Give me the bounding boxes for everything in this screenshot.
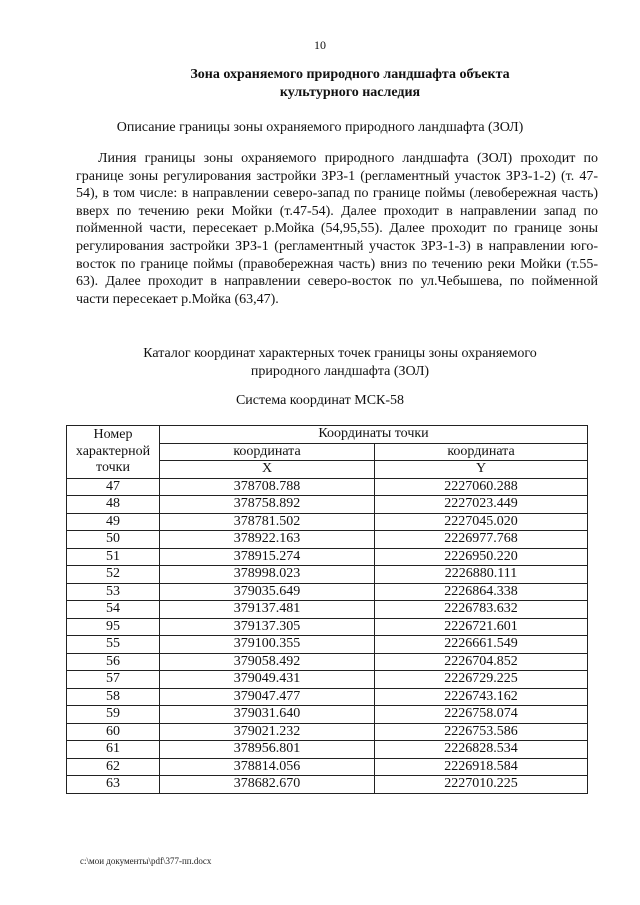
table-row <box>67 496 588 514</box>
coord-y-cell: 2227010.225 <box>375 776 588 794</box>
coord-y-cell: 2226729.225 <box>375 671 588 689</box>
table-row <box>67 583 588 601</box>
point-number-cell: 58 <box>67 688 160 706</box>
table-row <box>67 653 588 671</box>
coord-y-cell: 2226721.601 <box>375 618 588 636</box>
coord-y-cell: 2226950.220 <box>375 548 588 566</box>
table-row <box>67 671 588 689</box>
table-row <box>67 758 588 776</box>
coord-x-cell: 379137.481 <box>160 601 375 619</box>
point-number-cell: 95 <box>67 618 160 636</box>
point-number-cell: 51 <box>67 548 160 566</box>
catalog-title <box>70 345 610 381</box>
coord-x-cell: 379058.492 <box>160 653 375 671</box>
coord-x-cell: 379100.355 <box>160 636 375 654</box>
coord-x-cell: 379021.232 <box>160 723 375 741</box>
table-row <box>67 478 588 496</box>
point-number-cell: 47 <box>67 478 160 496</box>
coordinate-system: Система координат МСК-58 <box>235 393 405 408</box>
coord-x-cell: 378922.163 <box>160 531 375 549</box>
table-row <box>67 636 588 654</box>
catalog-title-line-1: Каталог координат характерных точек границы зоны охраняемого <box>143 346 537 361</box>
point-number-cell: 52 <box>67 566 160 584</box>
table-row <box>67 723 588 741</box>
coord-x-cell: 379031.640 <box>160 706 375 724</box>
catalog-title-line-2: природного ландшафта (ЗОЛ) <box>250 364 430 379</box>
boundary-description: Линия границы зоны охраняемого природного ландшафта (ЗОЛ) проходит по границе зоны регулирования застройки ЗРЗ-1 (регламентный участок ЗРЗ-1-2) (т. 47-54), в том числе: в направлении северо-запад по границе поймы (левобережная часть) вверх по течению реки Мойки (т.47-54). Далее проходит в направлении запад по пойменной части, пересекает р.Мойка (54,95,55). Далее проходит по границе зоны регулирования застройки ЗРЗ-1 (регламентный участок ЗРЗ-1-3) в направлении юго-восток по границе поймы (правобережная часть) вниз по течению реки Мойки (т.55-63). Далее проходит в направлении северо-восток по ул.Чебышева, по пойменной части пересекает р.Мойка (63,47). <box>76 151 598 307</box>
header-y-axis: Y <box>375 461 588 479</box>
coordinates-table-body <box>67 478 588 793</box>
table-row <box>67 566 588 584</box>
title-line-2: культурного наследия <box>279 85 421 100</box>
point-number-cell: 62 <box>67 758 160 776</box>
coord-x-cell: 378708.788 <box>160 478 375 496</box>
table-row <box>67 741 588 759</box>
coord-y-cell: 2226828.534 <box>375 741 588 759</box>
coord-y-cell: 2226864.338 <box>375 583 588 601</box>
coord-y-cell: 2226977.768 <box>375 531 588 549</box>
point-number-cell: 59 <box>67 706 160 724</box>
coord-x-cell: 379035.649 <box>160 583 375 601</box>
point-number-cell: 53 <box>67 583 160 601</box>
coord-y-cell: 2227060.288 <box>375 478 588 496</box>
title-line-1: Зона охраняемого природного ландшафта объекта <box>190 67 510 82</box>
coord-x-cell: 378781.502 <box>160 513 375 531</box>
header-y-label: координата <box>375 443 588 461</box>
coord-x-cell: 378915.274 <box>160 548 375 566</box>
table-row <box>67 531 588 549</box>
header-x-axis: X <box>160 461 375 479</box>
coord-y-cell: 2226743.162 <box>375 688 588 706</box>
document-title <box>150 66 550 102</box>
coord-x-cell: 378682.670 <box>160 776 375 794</box>
point-number-cell: 54 <box>67 601 160 619</box>
point-number-cell: 56 <box>67 653 160 671</box>
coordinates-table <box>66 425 588 794</box>
point-number-cell: 55 <box>67 636 160 654</box>
header-x-label: координата <box>160 443 375 461</box>
coord-x-cell: 378998.023 <box>160 566 375 584</box>
point-number-cell: 61 <box>67 741 160 759</box>
coord-x-cell: 378956.801 <box>160 741 375 759</box>
footer-file-path: c:\мои документы\pdf\377-пп.docx <box>80 856 212 866</box>
coord-x-cell: 378814.056 <box>160 758 375 776</box>
coord-y-cell: 2226918.584 <box>375 758 588 776</box>
table-row <box>67 601 588 619</box>
coord-y-cell: 2227023.449 <box>375 496 588 514</box>
coord-y-cell: 2226661.549 <box>375 636 588 654</box>
point-number-cell: 60 <box>67 723 160 741</box>
coord-y-cell: 2226758.074 <box>375 706 588 724</box>
header-point-number: Номер характерной точки <box>67 426 160 479</box>
coord-x-cell: 379137.305 <box>160 618 375 636</box>
point-number-cell: 50 <box>67 531 160 549</box>
table-row <box>67 618 588 636</box>
header-coordinates: Координаты точки <box>160 426 588 444</box>
table-row <box>67 776 588 794</box>
coord-y-cell: 2227045.020 <box>375 513 588 531</box>
section-subtitle: Описание границы зоны охраняемого природного ландшафта (ЗОЛ) <box>116 120 524 135</box>
point-number-cell: 49 <box>67 513 160 531</box>
coord-y-cell: 2226783.632 <box>375 601 588 619</box>
point-number-cell: 57 <box>67 671 160 689</box>
coord-y-cell: 2226880.111 <box>375 566 588 584</box>
coord-x-cell: 379047.477 <box>160 688 375 706</box>
coord-y-cell: 2226704.852 <box>375 653 588 671</box>
table-row <box>67 706 588 724</box>
point-number-cell: 63 <box>67 776 160 794</box>
table-row <box>67 513 588 531</box>
coord-x-cell: 379049.431 <box>160 671 375 689</box>
table-row <box>67 688 588 706</box>
page-number: 10 <box>314 38 326 52</box>
point-number-cell: 48 <box>67 496 160 514</box>
coord-y-cell: 2226753.586 <box>375 723 588 741</box>
table-row <box>67 548 588 566</box>
coord-x-cell: 378758.892 <box>160 496 375 514</box>
